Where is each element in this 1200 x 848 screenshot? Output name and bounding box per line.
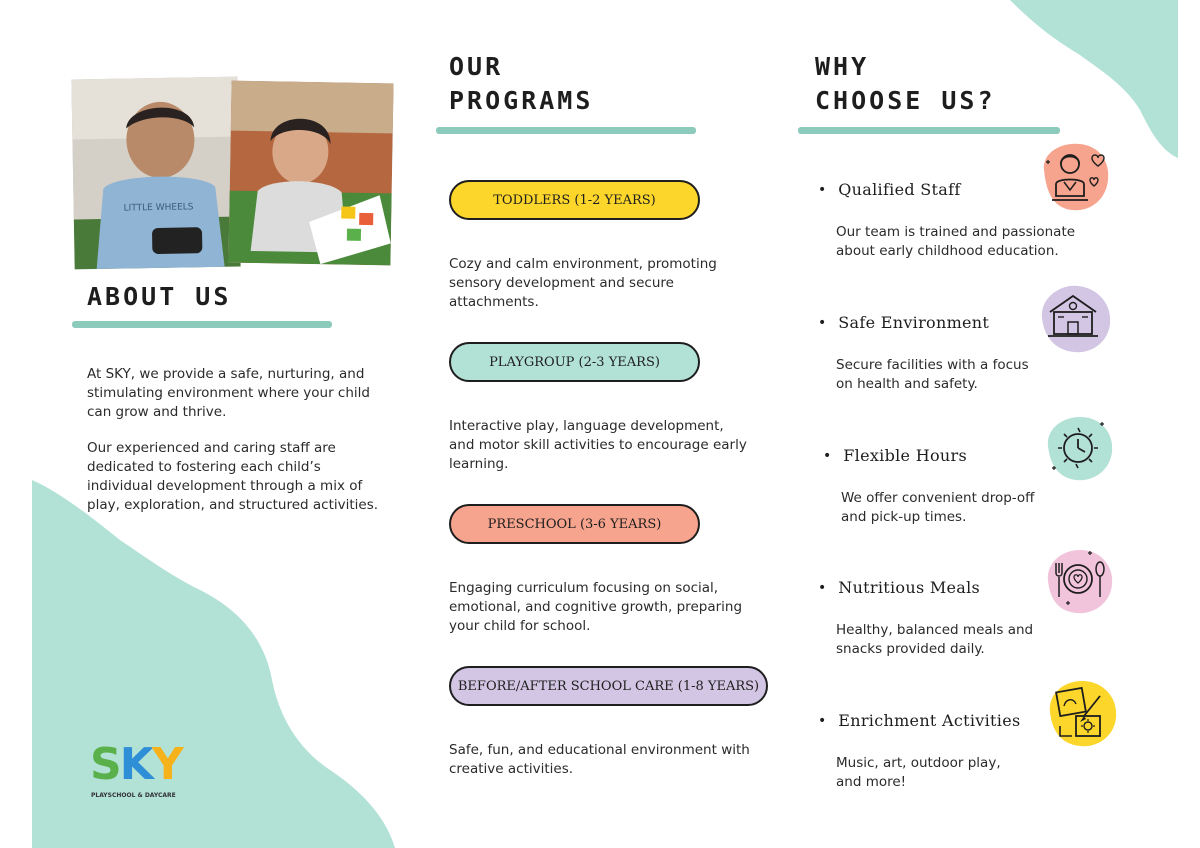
photo-child-left bbox=[71, 77, 240, 270]
why-heading-line1: WHY bbox=[815, 52, 870, 81]
photo-child-left-image bbox=[71, 77, 240, 270]
why-description-nutritious-meals: Healthy, balanced meals and snacks provided daily. bbox=[836, 622, 1034, 657]
about-heading: ABOUT US bbox=[87, 282, 232, 311]
why-description-flexible-hours: We offer convenient drop-off and pick-up times. bbox=[841, 490, 1035, 525]
why-heading-underline bbox=[798, 127, 1060, 134]
program-pill-preschool[interactable]: PRESCHOOL (3-6 YEARS) bbox=[449, 504, 700, 544]
programs-heading-line2: PROGRAMS bbox=[449, 85, 594, 115]
bullet: • bbox=[818, 712, 827, 729]
logo-tagline: PLAYSCHOOL & DAYCARE bbox=[91, 792, 176, 799]
logo-letter-y: Y bbox=[151, 739, 182, 790]
why-item-enrichment-activities bbox=[818, 711, 1021, 730]
program-pill-school-care[interactable]: BEFORE/AFTER SCHOOL CARE (1-8 YEARS) bbox=[449, 666, 768, 706]
clock-icon bbox=[1040, 412, 1116, 484]
bullet: • bbox=[818, 579, 827, 596]
photo-shirt-text: LITTLE WHEELS bbox=[123, 202, 194, 214]
programs-heading bbox=[449, 50, 593, 118]
program-pill-playgroup[interactable]: PLAYGROUP (2-3 YEARS) bbox=[449, 342, 700, 382]
program-description-school-care: Safe, fun, and educational environment with creative activities. bbox=[449, 742, 750, 777]
about-heading-underline bbox=[72, 321, 332, 328]
bullet: • bbox=[818, 181, 827, 198]
why-description-safe-environment: Secure facilities with a focus on health and safety. bbox=[836, 357, 1029, 392]
program-description-preschool: Engaging curriculum focusing on social, emotional, and cognitive growth, preparing your child for school. bbox=[449, 580, 743, 634]
logo-letter-s: S bbox=[90, 739, 120, 790]
programs-heading-underline bbox=[436, 127, 696, 134]
photo-child-right bbox=[228, 81, 393, 266]
why-item-nutritious-meals bbox=[818, 578, 980, 597]
photo-child-right-image bbox=[228, 81, 393, 266]
meal-plate-icon bbox=[1040, 545, 1116, 617]
school-building-icon bbox=[1034, 282, 1112, 354]
why-title-nutritious-meals: Nutritious Meals bbox=[838, 578, 981, 597]
sky-logo bbox=[90, 739, 200, 802]
why-title-qualified-staff: Qualified Staff bbox=[838, 180, 961, 199]
why-description-qualified-staff: Our team is trained and passionate about early childhood education. bbox=[836, 224, 1076, 259]
about-paragraph-2: Our experienced and caring staff are dedicated to fostering each child’s individual development through a mix of play, exploration, and structured activities. bbox=[87, 440, 379, 513]
bullet: • bbox=[823, 447, 832, 464]
logo-letter-k: K bbox=[119, 739, 152, 790]
why-item-safe-environment bbox=[818, 313, 989, 332]
program-description-playgroup: Interactive play, language development, and motor skill activities to encourage early learning. bbox=[449, 418, 747, 472]
why-title-enrichment-activities: Enrichment Activities bbox=[838, 711, 1021, 730]
why-item-flexible-hours bbox=[823, 446, 967, 465]
teacher-icon bbox=[1034, 140, 1112, 214]
bullet: • bbox=[818, 314, 827, 331]
why-description-enrichment-activities: Music, art, outdoor play, and more! bbox=[836, 755, 1001, 790]
why-heading bbox=[815, 50, 996, 118]
programs-heading-line1: OUR bbox=[449, 52, 504, 81]
why-title-flexible-hours: Flexible Hours bbox=[843, 446, 967, 465]
program-description-toddlers: Cozy and calm environment, promoting sensory development and secure attachments. bbox=[449, 256, 717, 310]
why-title-safe-environment: Safe Environment bbox=[838, 313, 990, 332]
art-activities-icon bbox=[1042, 676, 1120, 750]
why-item-qualified-staff bbox=[818, 180, 961, 199]
about-paragraph-1: At SKY, we provide a safe, nurturing, and stimulating environment where your child can grow and thrive. bbox=[87, 366, 370, 420]
why-heading-line2: CHOOSE US? bbox=[815, 85, 996, 115]
program-pill-toddlers[interactable]: TODDLERS (1-2 YEARS) bbox=[449, 180, 700, 220]
